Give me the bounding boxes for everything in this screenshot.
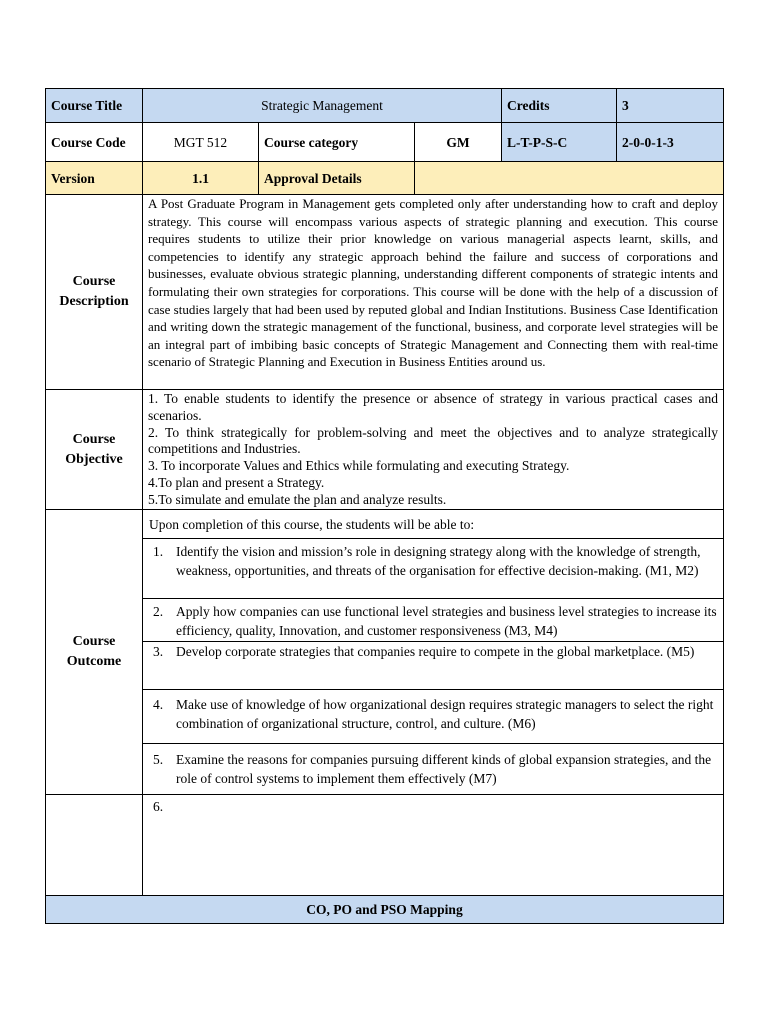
description-text: A Post Graduate Program in Management gets completed only after understanding how to craft and deploy strategy. This course will encompass various aspects of strategic planning and execution. This course requires students to utilize their prior knowledge on various managerial aspects learnt, skills, and competencies to identify any strategic approach behind the failure and success of corporations and businesses, evaluate obvious strategic planning, understanding different components of strategic intents and formulating their own strategies for corporations. This course will be done with the help of a discussion of case studies largely that had been used by reputed global and Indian Institutions. Business Case Identification and writing down the strategic management of the functional, business, and corporate level strategies will be an integral part of imbibing basic concepts of Strategic Management and Connecting them with real-time scenario of Strategic Planning and Execution in Business Entities around us. <box>143 195 724 390</box>
description-label: Course Description <box>46 195 143 390</box>
objective-item: 5.To simulate and emulate the plan and analyze results. <box>148 491 447 507</box>
course-document <box>45 88 723 924</box>
outcome-text: Apply how companies can use functional level strategies and business level strategies to increase its efficiency, quality, Innovation, and customer responsiveness (M3, M4) <box>176 603 717 639</box>
mapping-row <box>46 896 724 924</box>
outcome-item-2 <box>143 598 723 641</box>
description-row <box>46 195 724 390</box>
mapping-header: CO, PO and PSO Mapping <box>46 896 724 924</box>
outcome-row <box>46 510 724 795</box>
course-title-value: Strategic Management <box>143 89 502 123</box>
objective-item: 2. To think strategically for problem-solving and meet the objectives and to analyze strategically competitions and Industries. <box>148 424 718 457</box>
outcome-num: 3. <box>153 643 164 659</box>
outcome-text: Examine the reasons for companies pursuing different kinds of global expansion strategies, and the role of control systems to implement them effectively (M7) <box>176 751 712 787</box>
outcome-text: Identify the vision and mission’s role in designing strategy along with the knowledge of strength, weakness, opportunities, and threats of the organisation for effective decision-making. (M1, M2) <box>176 543 701 579</box>
approval-label: Approval Details <box>259 162 415 195</box>
objective-list <box>143 390 724 510</box>
outcome-item-1 <box>143 538 723 598</box>
outcome-list <box>143 510 723 794</box>
course-code-label: Course Code <box>46 123 143 162</box>
outcome-num: 2. <box>153 603 164 619</box>
objective-item: 1. To enable students to identify the presence or absence of strategy in various practical cases and scenarios. <box>148 391 718 423</box>
outcome-cell <box>143 510 724 795</box>
outcome-extra-label <box>46 795 143 896</box>
version-value: 1.1 <box>143 162 259 195</box>
objective-label: Course Objective <box>46 390 143 510</box>
course-category-value: GM <box>415 123 502 162</box>
approval-value <box>415 162 724 195</box>
ltpsc-value: 2-0-0-1-3 <box>617 123 724 162</box>
objective-row <box>46 390 724 510</box>
outcome-text: Develop corporate strategies that companies require to compete in the global marketplace. (M5) <box>176 643 695 659</box>
outcome-intro: Upon completion of this course, the students will be able to: <box>149 516 475 532</box>
course-code-value: MGT 512 <box>143 123 259 162</box>
course-title-label: Course Title <box>46 89 143 123</box>
outcome-item-4 <box>143 689 723 743</box>
credits-value: 3 <box>617 89 724 123</box>
outcome-intro-cell <box>143 510 723 538</box>
outcome-num: 5. <box>153 751 164 767</box>
version-row <box>46 162 724 195</box>
outcome-label: Course Outcome <box>46 510 143 795</box>
outcome-extra-num: 6. <box>143 795 724 896</box>
objective-item: 3. To incorporate Values and Ethics while formulating and executing Strategy. <box>148 458 570 474</box>
objective-item: 4.To plan and present a Strategy. <box>148 474 325 490</box>
outcome-extra-row <box>46 795 724 896</box>
course-title-row <box>46 89 724 123</box>
ltpsc-label: L-T-P-S-C <box>502 123 617 162</box>
course-code-row <box>46 123 724 162</box>
outcome-item-5 <box>143 743 723 794</box>
outcome-text: Make use of knowledge of how organizational design requires strategic managers to select the right combination of organizational structure, control, and culture. (M6) <box>176 696 714 732</box>
course-category-label: Course category <box>259 123 415 162</box>
version-label: Version <box>46 162 143 195</box>
course-table <box>45 88 724 924</box>
outcome-num: 4. <box>153 696 164 712</box>
outcome-num: 1. <box>153 543 164 559</box>
credits-label: Credits <box>502 89 617 123</box>
outcome-item-3 <box>143 641 723 689</box>
